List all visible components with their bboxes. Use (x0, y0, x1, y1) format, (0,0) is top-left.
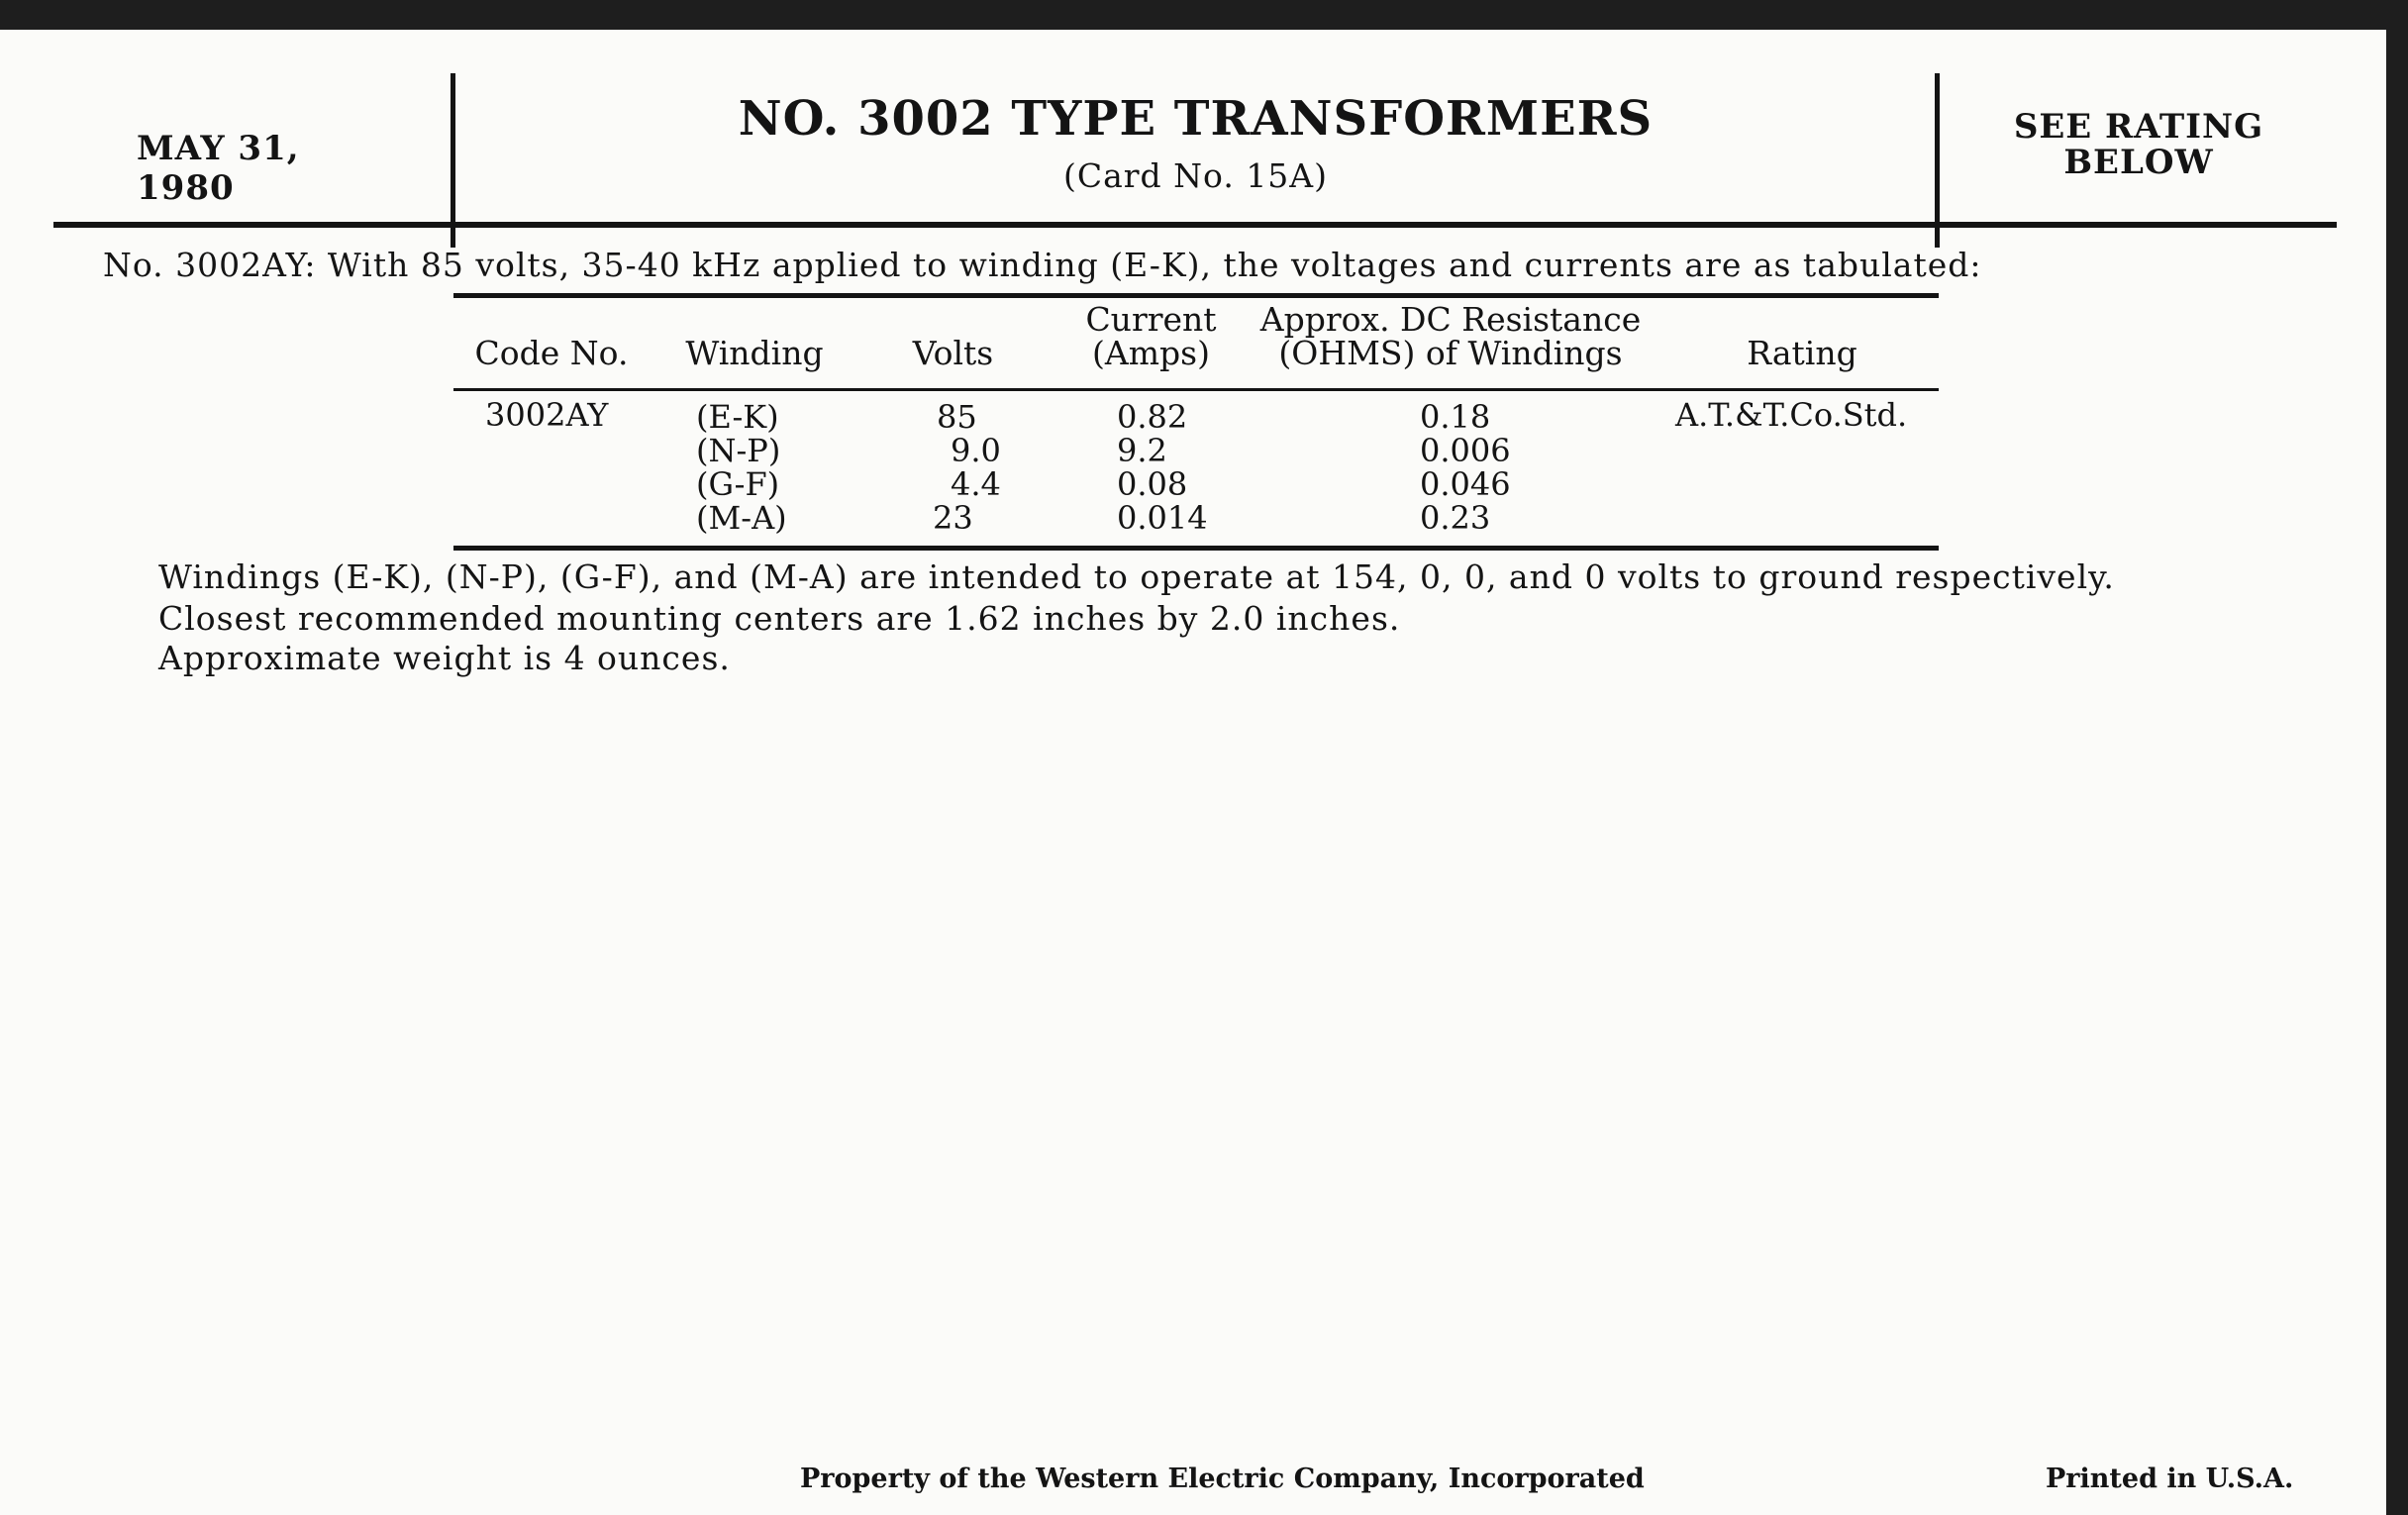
col-header-current-line2: (Amps) (1092, 334, 1210, 372)
card-date: MAY 31, 1980 (137, 129, 300, 208)
rating-notice (1941, 109, 2337, 180)
table-row-current: 0.014 (1117, 499, 1208, 537)
header-rule (53, 222, 2337, 228)
table-row-resistance: 0.046 (1420, 465, 1511, 503)
note-weight: Approximate weight is 4 ounces. (158, 639, 731, 677)
col-header-volts: Volts (912, 334, 994, 372)
col-header-rating: Rating (1747, 334, 1857, 372)
table-row-current: 9.2 (1117, 432, 1167, 469)
col-header-current-line1: Current (1085, 300, 1217, 339)
table-top-rule (453, 293, 1939, 298)
table-row-volts: 9.0 (951, 432, 1001, 469)
card-number: (Card No. 15A) (1062, 156, 1329, 195)
col-header-winding: Winding (685, 334, 824, 372)
intro-text: No. 3002AY: With 85 volts, 35-40 kHz applied to winding (E-K), the voltages and currents are as tabulated: (103, 246, 1982, 284)
table-row-winding: (N-P) (696, 432, 781, 469)
table-row-current: 0.82 (1117, 398, 1188, 436)
col-header-resistance-line1: Approx. DC Resistance (1259, 300, 1642, 339)
table-row-resistance: 0.18 (1420, 398, 1491, 436)
col-header-code: Code No. (474, 334, 629, 372)
table-header-rule (453, 388, 1939, 391)
rating-notice-line1: SEE RATING (2013, 107, 2264, 147)
table-row-volts: 4.4 (951, 465, 1001, 503)
table-row-resistance: 0.23 (1420, 499, 1491, 537)
table-row-volts: 23 (933, 499, 973, 537)
table-row-winding: (G-F) (696, 465, 780, 503)
rating-notice-line2: BELOW (2063, 143, 2214, 182)
col-header-resistance-line2: (OHMS) of Windings (1278, 334, 1623, 372)
table-row-current: 0.08 (1117, 465, 1188, 503)
footer-property: Property of the Western Electric Company, Incorporated (800, 1464, 1645, 1494)
cell-rating: A.T.&T.Co.Std. (1675, 396, 1908, 434)
cell-code: 3002AY (485, 396, 609, 434)
footer-printed: Printed in U.S.A. (2046, 1464, 2294, 1494)
note-operating-voltage: Windings (E-K), (N-P), (G-F), and (M-A) are intended to operate at 154, 0, 0, and 0 volts to ground respectively. (158, 557, 2115, 596)
note-mounting-centers: Closest recommended mounting centers are 1.62 inches by 2.0 inches. (158, 599, 1401, 638)
col-header-current (1069, 300, 1233, 372)
page-title: NO. 3002 TYPE TRANSFORMERS (738, 91, 1654, 147)
table-row-volts: 85 (937, 398, 977, 436)
col-header-resistance (1243, 300, 1658, 372)
table-row-winding: (M-A) (696, 499, 787, 537)
table-row-resistance: 0.006 (1420, 432, 1511, 469)
table-bottom-rule (453, 546, 1939, 551)
table-row-winding: (E-K) (696, 398, 779, 436)
data-card (0, 30, 2386, 1515)
